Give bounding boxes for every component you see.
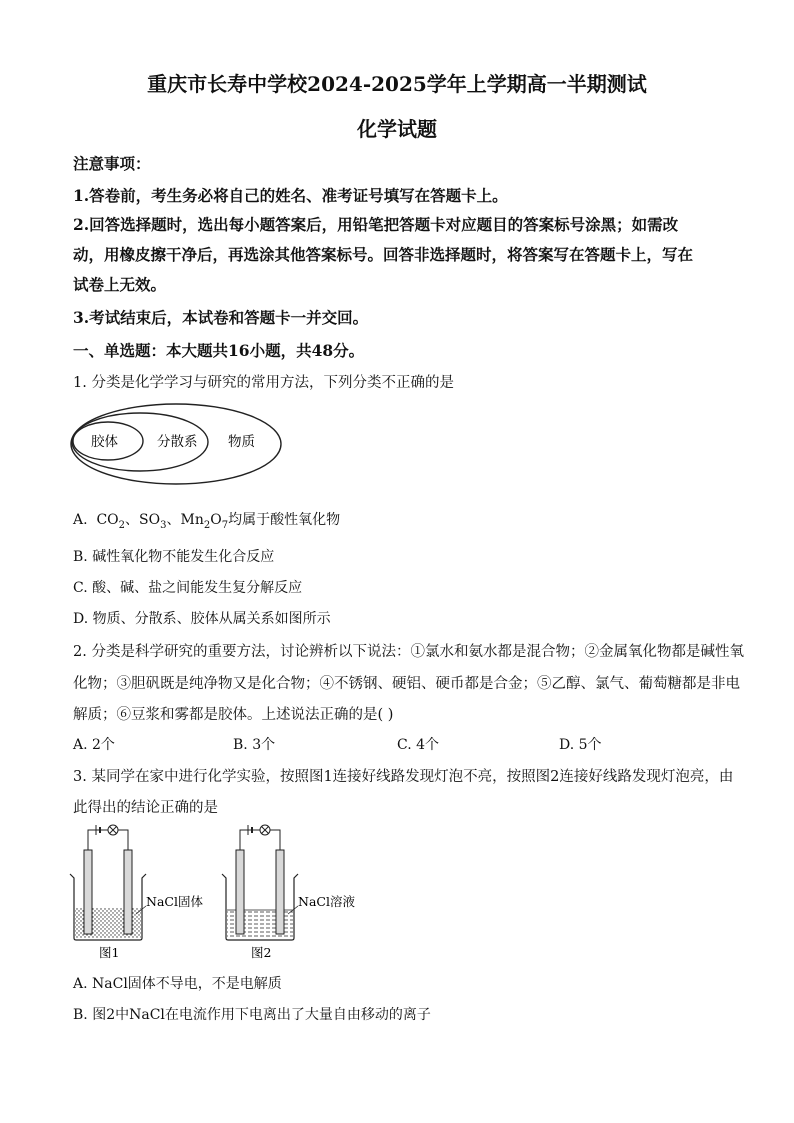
note-item-3: 3.考试结束后，本试卷和答题卡一并交回。	[73, 308, 369, 327]
wire-1	[88, 830, 128, 850]
q2-option-a: A. 2个	[73, 737, 115, 753]
note-item-2-line-2: 动，用橡皮擦干净后，再选涂其他答案标号。回答非选择题时，将答案写在答题卡上，写在	[73, 245, 694, 264]
q1-option-a	[73, 509, 340, 531]
electrode-left	[236, 850, 244, 934]
question-1-stem: 1. 分类是化学学习与研究的常用方法，下列分类不正确的是	[73, 375, 454, 391]
note-item-1: 1.答卷前，考生务必将自己的姓名、准考证号填写在答题卡上。	[73, 186, 508, 205]
electrode-left	[84, 850, 92, 934]
subscript: 2	[203, 519, 211, 531]
formula-part: CO	[96, 512, 119, 528]
experiment-figure	[66, 822, 366, 964]
formula-part: 、Mn	[166, 512, 204, 528]
q1-option-b: B. 碱性氧化物不能发生化合反应	[73, 549, 275, 565]
q1-option-a-text: 均属于酸性氧化物	[228, 512, 341, 528]
question-2-line-3: 解质；⑥豆浆和雾都是胶体。上述说法正确的是( )	[73, 707, 394, 723]
q2-option-c: C. 4个	[397, 737, 440, 753]
figure-1	[70, 825, 203, 960]
formula-part: O	[210, 512, 222, 528]
note-item-2-line-3: 试卷上无效。	[73, 275, 167, 294]
diagram-label-substance: 物质	[228, 434, 255, 450]
diagram-label-dispersion: 分散系	[157, 434, 198, 450]
subscript: 2	[118, 519, 126, 531]
figure-1-label: NaCl固体	[146, 894, 203, 909]
question-2-line-1: 2. 分类是科学研究的重要方法，讨论辨析以下说法：①氯水和氨水都是混合物；②金属氧化物都是碱性氧	[73, 644, 744, 660]
q1-option-c: C. 酸、碱、盐之间能发生复分解反应	[73, 580, 303, 596]
section-1-heading: 一、单选题：本大题共16小题，共48分。	[73, 341, 365, 360]
q2-option-b: B. 3个	[233, 737, 276, 753]
question-3-line-2: 此得出的结论正确的是	[73, 800, 218, 816]
q1-option-d: D. 物质、分散系、胶体从属关系如图所示	[73, 611, 331, 627]
formula-part: 、SO	[125, 512, 161, 528]
q3-option-b: B. 图2中NaCl在电流作用下电离出了大量自由移动的离子	[73, 1007, 431, 1023]
note-item-2-line-1: 2.回答选择题时，选出每小题答案后，用铅笔把答题卡对应题目的答案标号涂黑；如需改	[73, 215, 679, 234]
page-title: 重庆市长寿中学校2024-2025学年上学期高一半期测试	[147, 72, 647, 96]
figure-1-caption: 图1	[99, 945, 120, 960]
electrode-right	[124, 850, 132, 934]
page-subtitle: 化学试题	[357, 117, 437, 141]
subscript: 7	[221, 519, 229, 531]
figure-2	[222, 825, 355, 960]
figure-2-label: NaCl溶液	[298, 894, 355, 909]
figure-2-caption: 图2	[251, 945, 272, 960]
question-2-line-2: 化物；③胆矾既是纯净物又是化合物；④不锈钢、硬铝、硬币都是合金；⑤乙醇、氯气、葡萄糖都是非电	[73, 676, 740, 692]
q1-option-a-prefix: A.	[73, 512, 88, 528]
wire-2	[240, 830, 280, 850]
diagram-label-colloid: 胶体	[91, 434, 118, 450]
notes-heading: 注意事项：	[73, 154, 151, 173]
classification-diagram	[68, 402, 284, 490]
electrode-right	[276, 850, 284, 934]
subscript: 3	[160, 519, 167, 531]
question-3-line-1: 3. 某同学在家中进行化学实验，按照图1连接好线路发现灯泡不亮，按照图2连接好线路发现灯泡亮，由	[73, 769, 734, 785]
q3-option-a: A. NaCl固体不导电，不是电解质	[73, 976, 282, 992]
q2-option-d: D. 5个	[559, 737, 602, 753]
